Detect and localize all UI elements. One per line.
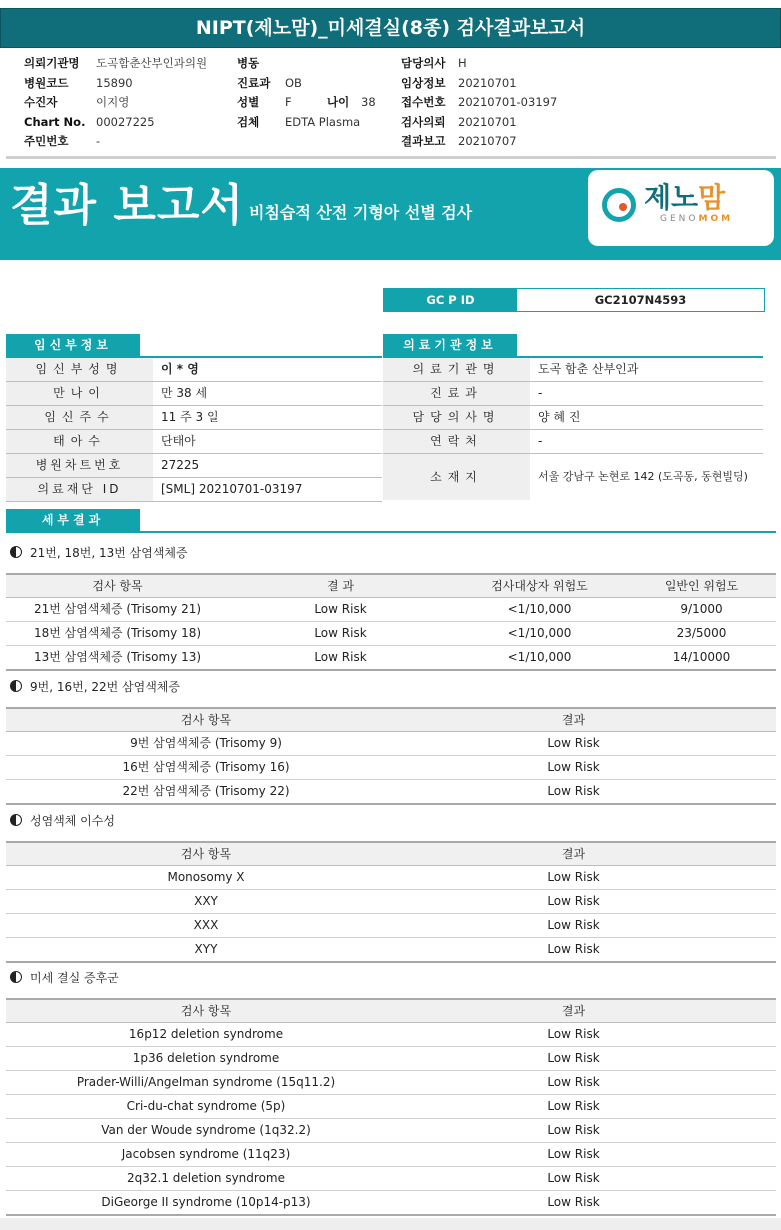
table-cell: Van der Woude syndrome (1q32.2) [101, 1123, 311, 1137]
meta-key: 수진자 [24, 95, 58, 109]
table-cell: 18번 삼염색체증 (Trisomy 18) [33, 626, 202, 640]
column-header: 결 과 [327, 579, 354, 593]
table-cell: 14/10000 [672, 650, 731, 664]
table-cell: 13번 삼염색체증 (Trisomy 13) [33, 650, 202, 664]
patient-info-heading [6, 334, 382, 358]
column-header: 결과 [561, 713, 586, 727]
half-circle-icon [10, 680, 22, 692]
table-cell: <1/10,000 [507, 650, 572, 664]
logo-dot-icon [619, 203, 627, 211]
info-row [383, 382, 763, 406]
info-row [6, 358, 382, 382]
info-value: 서울 강남구 논현로 142 (도곡동, 동현빌딩) [538, 470, 748, 483]
table-header [6, 575, 776, 598]
table-cell: Low Risk [547, 1123, 600, 1137]
meta-value: 20210701-03197 [458, 95, 558, 109]
meta-value: 20210701 [458, 75, 517, 90]
table-header [6, 1000, 776, 1023]
hospital-info-heading [383, 334, 763, 358]
results-table [6, 998, 776, 1216]
meta-value: 00027225 [96, 114, 155, 129]
group-title [10, 678, 180, 696]
table-cell: Low Risk [547, 736, 600, 750]
table-row [6, 780, 776, 803]
table-row [6, 1023, 776, 1047]
table-cell: Low Risk [547, 1147, 600, 1161]
meta-key: Chart No. [24, 114, 86, 129]
report-title: NIPT(제노맘)_미세결실(8종) 검사결과보고서 [0, 8, 781, 48]
table-cell: Low Risk [314, 650, 367, 664]
table-cell: 9/1000 [680, 602, 723, 616]
meta-key: 접수번호 [401, 95, 446, 109]
table-cell: <1/10,000 [507, 626, 572, 640]
logo-mother-icon [602, 188, 636, 222]
meta-key: 주민번호 [24, 134, 69, 148]
table-cell: Low Risk [547, 870, 600, 884]
age-value: 38 [361, 95, 376, 109]
group-title [10, 812, 115, 830]
meta-column-3 [401, 54, 557, 152]
table-cell: Low Risk [547, 1099, 600, 1113]
group-title-text: 성염색체 이수성 [30, 814, 115, 828]
logo-main: 제노 [644, 181, 699, 214]
group-title-text: 미세 결실 증후군 [30, 971, 119, 985]
info-value: 11 주 3 일 [161, 410, 219, 424]
column-header: 결과 [561, 1004, 586, 1018]
info-row [383, 454, 763, 500]
info-value: 양 혜 진 [538, 410, 581, 424]
meta-value: - [96, 134, 101, 148]
logo-wordmark [644, 176, 725, 216]
meta-value: 20210707 [458, 134, 517, 148]
table-cell: Cri-du-chat syndrome (5p) [126, 1099, 286, 1113]
meta-value: F [285, 95, 292, 109]
table-cell: Monosomy X [167, 870, 245, 884]
gcp-id-box [383, 288, 765, 312]
detail-results-tab: 세부결과 [6, 509, 140, 531]
info-value: - [538, 386, 543, 400]
info-label: 소재지 [383, 454, 530, 500]
meta-value: 이지영 [96, 95, 130, 109]
info-label: 의료기관명 [383, 358, 530, 381]
table-cell: DiGeorge II syndrome (10p14-p13) [101, 1195, 311, 1209]
table-row [6, 1095, 776, 1119]
table-row [6, 622, 776, 646]
patient-info-tab: 임신부정보 [6, 334, 140, 356]
table-header [6, 843, 776, 866]
info-label: 임신주수 [6, 406, 153, 429]
info-row [383, 406, 763, 430]
results-table [6, 841, 776, 963]
table-cell: 16번 삼염색체증 (Trisomy 16) [122, 760, 290, 774]
column-header: 검사 항목 [180, 713, 232, 727]
meta-key: 담당의사 [401, 56, 446, 70]
info-row [383, 358, 763, 382]
table-cell: Low Risk [547, 1171, 600, 1185]
half-circle-icon [10, 814, 22, 826]
table-cell: Low Risk [314, 626, 367, 640]
table-cell: XXX [193, 918, 219, 932]
column-header: 검사대상자 위험도 [491, 579, 588, 593]
info-row [6, 406, 382, 430]
banner-subtitle: 비침습적 산전 기형아 선별 검사 [249, 203, 473, 222]
table-cell: 23/5000 [676, 626, 727, 640]
meta-key: 임상정보 [401, 75, 446, 90]
table-cell: Low Risk [547, 760, 600, 774]
info-label: 의료재단 ID [6, 478, 153, 501]
table-cell: Low Risk [547, 1051, 600, 1065]
logo-accent: 맘 [698, 181, 726, 214]
info-value: 27225 [161, 458, 200, 472]
table-header [6, 709, 776, 732]
meta-value: 도곡함춘산부인과의원 [96, 56, 208, 70]
column-header: 검사 항목 [180, 1004, 232, 1018]
half-circle-icon [10, 546, 22, 558]
table-row [6, 866, 776, 890]
info-label: 임신부성명 [6, 358, 153, 381]
table-cell: XXY [194, 894, 218, 908]
table-cell: 2q32.1 deletion syndrome [127, 1171, 285, 1185]
table-cell: 9번 삼염색체증 (Trisomy 9) [130, 736, 282, 750]
meta-value: EDTA Plasma [285, 114, 361, 129]
info-label: 태아수 [6, 430, 153, 453]
table-cell: Low Risk [314, 602, 367, 616]
meta-key: 검체 [237, 114, 260, 129]
info-label: 연락처 [383, 430, 530, 453]
group-title-text: 21번, 18번, 13번 삼염색체증 [30, 546, 188, 560]
page-footer-bar [0, 1218, 781, 1230]
info-row [383, 430, 763, 454]
info-value: 만 38 세 [161, 386, 208, 400]
gcp-id-value: GC2107N4593 [594, 293, 687, 307]
table-row [6, 598, 776, 622]
meta-value: H [458, 56, 467, 70]
table-row [6, 1167, 776, 1191]
column-header: 검사 항목 [180, 847, 232, 861]
group-title-text: 9번, 16번, 22번 삼염색체증 [30, 680, 180, 694]
age-label: 나이 [327, 95, 350, 109]
info-row [6, 478, 382, 502]
table-row [6, 1191, 776, 1214]
table-row [6, 890, 776, 914]
meta-key: 병원코드 [24, 75, 69, 90]
table-row [6, 938, 776, 961]
meta-column-2 [237, 54, 376, 132]
table-cell: Low Risk [547, 1075, 600, 1089]
info-label: 만나이 [6, 382, 153, 405]
meta-column-1 [24, 54, 207, 152]
table-cell: Low Risk [547, 918, 600, 932]
table-cell: Low Risk [547, 784, 600, 798]
table-cell: 21번 삼염색체증 (Trisomy 21) [33, 602, 202, 616]
half-circle-icon [10, 971, 22, 983]
results-table [6, 707, 776, 805]
meta-key: 결과보고 [401, 134, 446, 148]
meta-key: 병동 [237, 56, 260, 70]
table-cell: 16p12 deletion syndrome [128, 1027, 284, 1041]
meta-value: 15890 [96, 75, 133, 90]
hospital-info-tab: 의료기관정보 [383, 334, 517, 356]
column-header: 결과 [561, 847, 586, 861]
info-value: [SML] 20210701-03197 [161, 482, 303, 496]
table-row [6, 756, 776, 780]
info-label: 담당의사명 [383, 406, 530, 429]
group-title [10, 544, 188, 562]
info-value: 이 * 영 [161, 362, 199, 376]
patient-info-table [6, 358, 382, 502]
results-table [6, 573, 776, 671]
table-row [6, 1119, 776, 1143]
table-row [6, 1143, 776, 1167]
divider [6, 156, 776, 159]
meta-key: 성별 [237, 95, 260, 109]
info-row [6, 454, 382, 478]
info-label: 진료과 [383, 382, 530, 405]
meta-value: OB [285, 75, 302, 90]
logo-subtext [660, 214, 733, 224]
info-value: 단태아 [161, 434, 196, 448]
group-title [10, 969, 119, 987]
meta-key: 검사의뢰 [401, 114, 446, 129]
info-row [6, 382, 382, 406]
info-value: 도곡 함춘 산부인과 [538, 362, 639, 376]
gcp-id-label: GC P ID [384, 289, 517, 311]
table-cell: 22번 삼염색체증 (Trisomy 22) [122, 784, 290, 798]
logo-sub-a: GENO [660, 214, 699, 224]
column-header: 일반인 위험도 [664, 579, 739, 593]
table-cell: <1/10,000 [507, 602, 572, 616]
info-row [6, 430, 382, 454]
table-cell: Low Risk [547, 894, 600, 908]
info-label: 병원차트번호 [6, 454, 153, 477]
meta-key: 의뢰기관명 [24, 56, 80, 70]
info-value: - [538, 434, 543, 448]
table-cell: Prader-Willi/Angelman syndrome (15q11.2) [76, 1075, 336, 1089]
detail-results-heading [6, 509, 776, 533]
table-row [6, 732, 776, 756]
meta-key: 진료과 [237, 75, 271, 90]
hospital-info-table [383, 358, 763, 500]
table-row [6, 914, 776, 938]
column-header: 검사 항목 [92, 579, 143, 593]
table-cell: Jacobsen syndrome (11q23) [121, 1147, 291, 1161]
table-row [6, 1047, 776, 1071]
table-cell: Low Risk [547, 1027, 600, 1041]
table-cell: 1p36 deletion syndrome [132, 1051, 280, 1065]
table-cell: XYY [194, 942, 218, 956]
meta-value: 20210701 [458, 114, 517, 129]
table-row [6, 646, 776, 669]
table-cell: Low Risk [547, 942, 600, 956]
table-cell: Low Risk [547, 1195, 600, 1209]
genomom-logo [588, 170, 774, 246]
banner-title: 결과 보고서 [10, 180, 244, 231]
table-row [6, 1071, 776, 1095]
logo-sub-b: MOM [698, 214, 734, 224]
